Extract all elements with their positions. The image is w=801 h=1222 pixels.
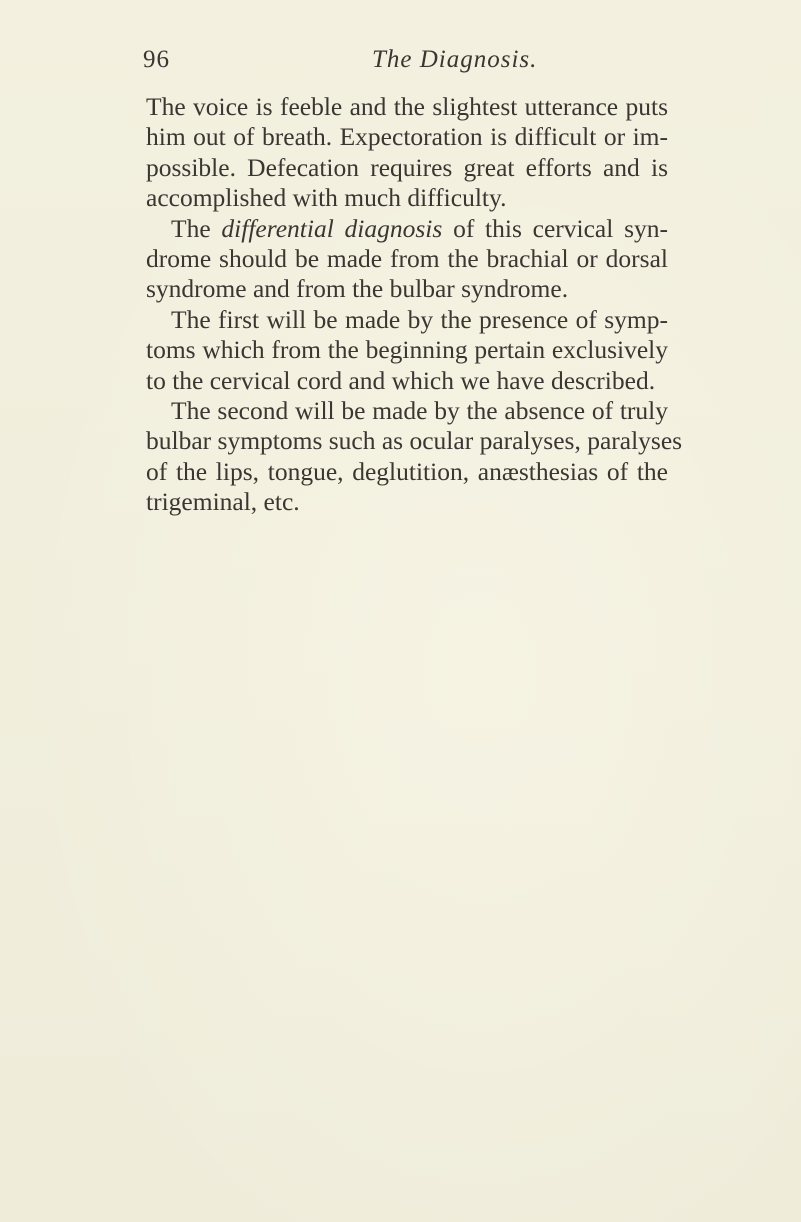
page-header xyxy=(143,46,663,82)
text-line: of the lips, tongue, deglutition, anæsthesias of the xyxy=(146,456,668,486)
text-line: accomplished with much difficulty. xyxy=(146,183,507,213)
text-line: bulbar symptoms such as ocular paralyses, paralyses xyxy=(146,426,683,456)
page-number: 96 xyxy=(143,46,170,73)
text-run: The xyxy=(171,213,222,243)
text-line xyxy=(146,214,668,244)
text-line: trigeminal, etc. xyxy=(146,487,300,517)
text-line: syndrome and from the bulbar syndrome. xyxy=(146,274,569,304)
text-line: The voice is feeble and the slightest utterance puts xyxy=(146,92,668,121)
text-line: to the cervical cord and which we have described. xyxy=(146,365,656,395)
text-line: him out of breath. Expectoration is difficult or im- xyxy=(146,122,668,152)
text-run: of this cervical syn- xyxy=(442,213,669,243)
text-line: drome should be made from the brachial or dorsal xyxy=(146,243,668,273)
body-text xyxy=(146,92,683,517)
text-line: The first will be made by the presence of symp- xyxy=(171,304,668,334)
running-title: The Diagnosis. xyxy=(372,46,538,73)
text-line: toms which from the beginning pertain exclusively xyxy=(146,335,668,365)
text-line: The second will be made by the absence of truly xyxy=(171,395,668,425)
emphasized-term: differential diagnosis xyxy=(221,213,443,243)
text-line: possible. Defecation requires great efforts and is xyxy=(146,152,668,182)
